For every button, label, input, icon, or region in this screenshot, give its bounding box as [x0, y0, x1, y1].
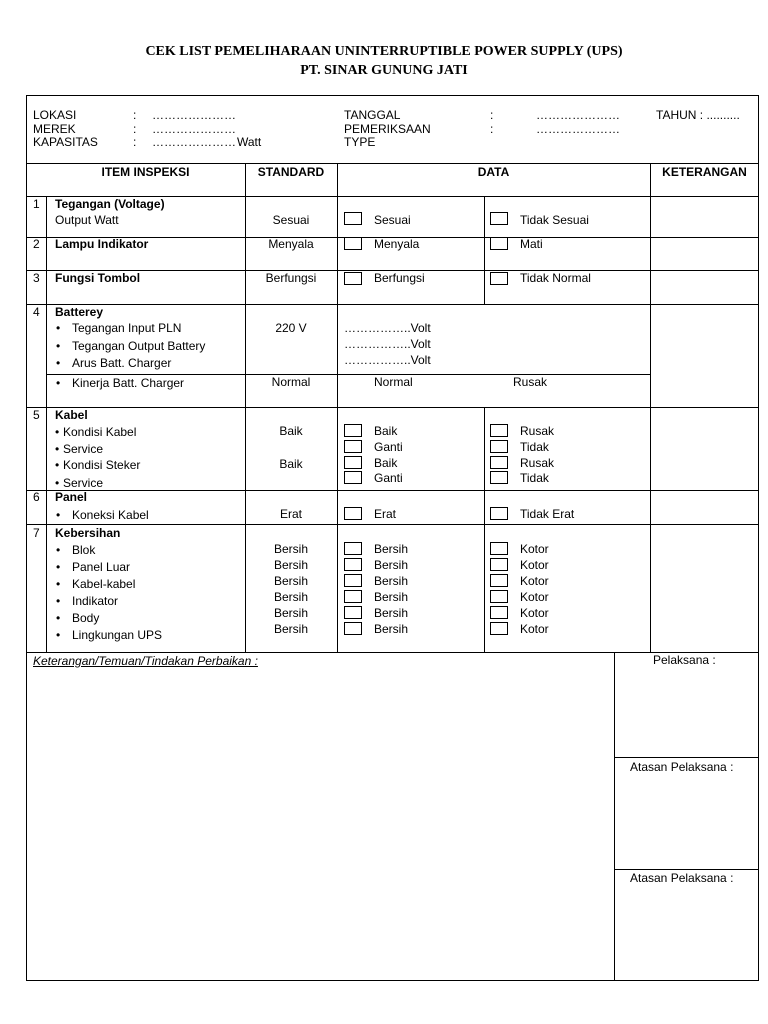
checkbox[interactable]: [344, 542, 362, 555]
row-subitem: • Blok: [72, 543, 95, 557]
volt-field[interactable]: ……………..Volt: [344, 337, 431, 351]
row-number: 4: [33, 305, 40, 319]
tahun-field[interactable]: TAHUN : ..........: [656, 108, 740, 122]
checkbox[interactable]: [490, 590, 508, 603]
standard-value: 220 V: [275, 321, 307, 335]
row-title: Kabel: [55, 408, 88, 422]
option-label: Bersih: [374, 606, 409, 620]
header-keterangan: KETERANGAN: [662, 165, 747, 179]
kapasitas-field[interactable]: …………………: [152, 135, 236, 149]
standard-value: Sesuai: [272, 213, 310, 227]
row-title: Panel: [55, 490, 88, 504]
row-title: Fungsi Tombol: [55, 271, 141, 285]
checkbox[interactable]: [344, 471, 362, 484]
row-subitem: • Body: [72, 611, 99, 625]
row-subitem: • Tegangan Input PLN: [72, 321, 181, 335]
checkbox[interactable]: [344, 507, 362, 520]
checkbox[interactable]: [490, 558, 508, 571]
option-label: Tidak Sesuai: [520, 213, 589, 227]
checkbox[interactable]: [490, 212, 508, 225]
checkbox[interactable]: [490, 542, 508, 555]
atasan-pelaksana-label: Atasan Pelaksana :: [630, 760, 734, 774]
checkbox[interactable]: [344, 558, 362, 571]
option-label: Tidak Erat: [520, 507, 575, 521]
option-label: Rusak: [520, 456, 555, 470]
checkbox[interactable]: [344, 440, 362, 453]
notes-area[interactable]: [30, 672, 610, 977]
pemeriksaan-field[interactable]: …………………: [536, 122, 620, 136]
header-data: DATA: [477, 165, 510, 179]
standard-value: Baik: [279, 457, 303, 471]
grid-line: [614, 869, 759, 870]
row-subitem: • Service: [63, 442, 103, 456]
checkbox[interactable]: [490, 272, 508, 285]
kapasitas-label: KAPASITAS: [33, 135, 98, 149]
standard-value: Bersih: [273, 590, 308, 604]
option-label: Kotor: [520, 590, 549, 604]
row-subitem: • Koneksi Kabel: [72, 508, 149, 522]
option-label: Baik: [374, 424, 398, 438]
standard-value: Bersih: [273, 558, 308, 572]
option-label: Bersih: [374, 622, 409, 636]
option-label: Menyala: [374, 237, 420, 251]
checkbox[interactable]: [344, 606, 362, 619]
standard-value: Bersih: [273, 622, 308, 636]
merek-field[interactable]: …………………: [152, 122, 236, 136]
checkbox[interactable]: [490, 237, 508, 250]
merek-label: MEREK: [33, 122, 76, 136]
standard-value: Erat: [279, 507, 302, 521]
row-title: Kebersihan: [55, 526, 121, 540]
checkbox[interactable]: [490, 606, 508, 619]
row-subitem: • Indikator: [72, 594, 118, 608]
row-subitem: • Kinerja Batt. Charger: [72, 376, 184, 390]
checkbox[interactable]: [490, 440, 508, 453]
grid-line: [337, 163, 338, 653]
grid-line: [484, 196, 485, 304]
checkbox[interactable]: [490, 424, 508, 437]
grid-line: [46, 196, 47, 653]
option-label: Tidak Normal: [520, 271, 591, 285]
option-label: Berfungsi: [374, 271, 425, 285]
row-number: 1: [33, 197, 40, 211]
checkbox[interactable]: [490, 574, 508, 587]
lokasi-label: LOKASI: [33, 108, 77, 122]
option-label: Bersih: [374, 558, 409, 572]
grid-line: [650, 163, 651, 653]
pelaksana-label: Pelaksana :: [653, 653, 716, 667]
checkbox[interactable]: [490, 471, 508, 484]
option-label: Mati: [520, 237, 543, 251]
checkbox[interactable]: [344, 574, 362, 587]
option-label: Sesuai: [374, 213, 411, 227]
checkbox[interactable]: [344, 237, 362, 250]
option-label: Bersih: [374, 542, 409, 556]
checkbox[interactable]: [344, 424, 362, 437]
title-line-2: PT. SINAR GUNUNG JATI: [300, 63, 468, 78]
document-title: [0, 42, 768, 80]
standard-value: Baik: [279, 424, 303, 438]
row-number: 5: [33, 408, 40, 422]
option-label: Kotor: [520, 622, 549, 636]
standard-value: Menyala: [268, 237, 314, 251]
row-number: 3: [33, 271, 40, 285]
checkbox[interactable]: [490, 456, 508, 469]
header-item-inspeksi: ITEM INSPEKSI: [101, 165, 190, 179]
kapasitas-colon: :: [133, 135, 137, 149]
pemeriksaan-colon: :: [490, 122, 494, 136]
volt-field[interactable]: ……………..Volt: [344, 353, 431, 367]
row-subitem: • Kondisi Steker: [63, 458, 140, 472]
standard-value: Bersih: [273, 542, 308, 556]
row-title: Tegangan (Voltage): [55, 197, 165, 211]
standard-value: Bersih: [273, 574, 308, 588]
option-label: Baik: [374, 456, 398, 470]
row-subitem: Output Watt: [55, 213, 119, 227]
atasan-pelaksana-label: Atasan Pelaksana :: [630, 871, 734, 885]
tanggal-label: TANGGAL: [344, 108, 401, 122]
header-standard: STANDARD: [257, 165, 325, 179]
standard-value: Berfungsi: [265, 271, 317, 285]
option-label: Kotor: [520, 606, 549, 620]
row-subitem: • Lingkungan UPS: [72, 628, 162, 642]
row-subitem: • Kabel-kabel: [72, 577, 135, 591]
checkbox[interactable]: [344, 456, 362, 469]
checkbox[interactable]: [344, 212, 362, 225]
option-label: Normal: [374, 375, 413, 389]
checkbox[interactable]: [490, 622, 508, 635]
option-label: Kotor: [520, 558, 549, 572]
checkbox[interactable]: [344, 622, 362, 635]
option-label: Rusak: [520, 424, 555, 438]
row-number: 2: [33, 237, 40, 251]
row-title: Batterey: [55, 305, 104, 319]
option-label: Erat: [374, 507, 397, 521]
type-label: TYPE: [344, 135, 376, 149]
row-subitem: • Service: [63, 476, 103, 490]
tanggal-colon: :: [490, 108, 494, 122]
grid-line: [46, 374, 650, 375]
option-label: Kotor: [520, 542, 549, 556]
option-label: Tidak: [520, 471, 549, 485]
row-number: 7: [33, 526, 40, 540]
option-label: Bersih: [374, 590, 409, 604]
row-subitem: • Tegangan Output Battery: [72, 339, 205, 353]
option-label: Ganti: [374, 440, 403, 454]
standard-value: Normal: [271, 375, 311, 389]
grid-line: [614, 652, 615, 981]
standard-value: Bersih: [273, 606, 308, 620]
grid-line: [484, 407, 485, 653]
option-label: Kotor: [520, 574, 549, 588]
tanggal-field[interactable]: …………………: [536, 108, 620, 122]
checkbox[interactable]: [344, 590, 362, 603]
grid-line: [614, 757, 759, 758]
option-label: Bersih: [374, 574, 409, 588]
checkbox[interactable]: [490, 507, 508, 520]
merek-colon: :: [133, 122, 137, 136]
option-label: Ganti: [374, 471, 403, 485]
checkbox[interactable]: [344, 272, 362, 285]
notes-label: Keterangan/Temuan/Tindakan Perbaikan :: [33, 654, 258, 668]
row-subitem: • Panel Luar: [72, 560, 130, 574]
row-subitem: • Kondisi Kabel: [63, 425, 136, 439]
title-line-1: CEK LIST PEMELIHARAAN UNINTERRUPTIBLE POWER SUPPLY (UPS): [145, 44, 623, 59]
row-title: Lampu Indikator: [55, 237, 149, 251]
volt-field[interactable]: ……………..Volt: [344, 321, 431, 335]
watt-unit: Watt: [237, 135, 262, 149]
pemeriksaan-label: PEMERIKSAAN: [344, 122, 431, 136]
row-subitem: • Arus Batt. Charger: [72, 356, 171, 370]
lokasi-colon: :: [133, 108, 137, 122]
option-label: Rusak: [513, 375, 548, 389]
lokasi-field[interactable]: …………………: [152, 108, 236, 122]
option-label: Tidak: [520, 440, 549, 454]
row-number: 6: [33, 490, 40, 504]
